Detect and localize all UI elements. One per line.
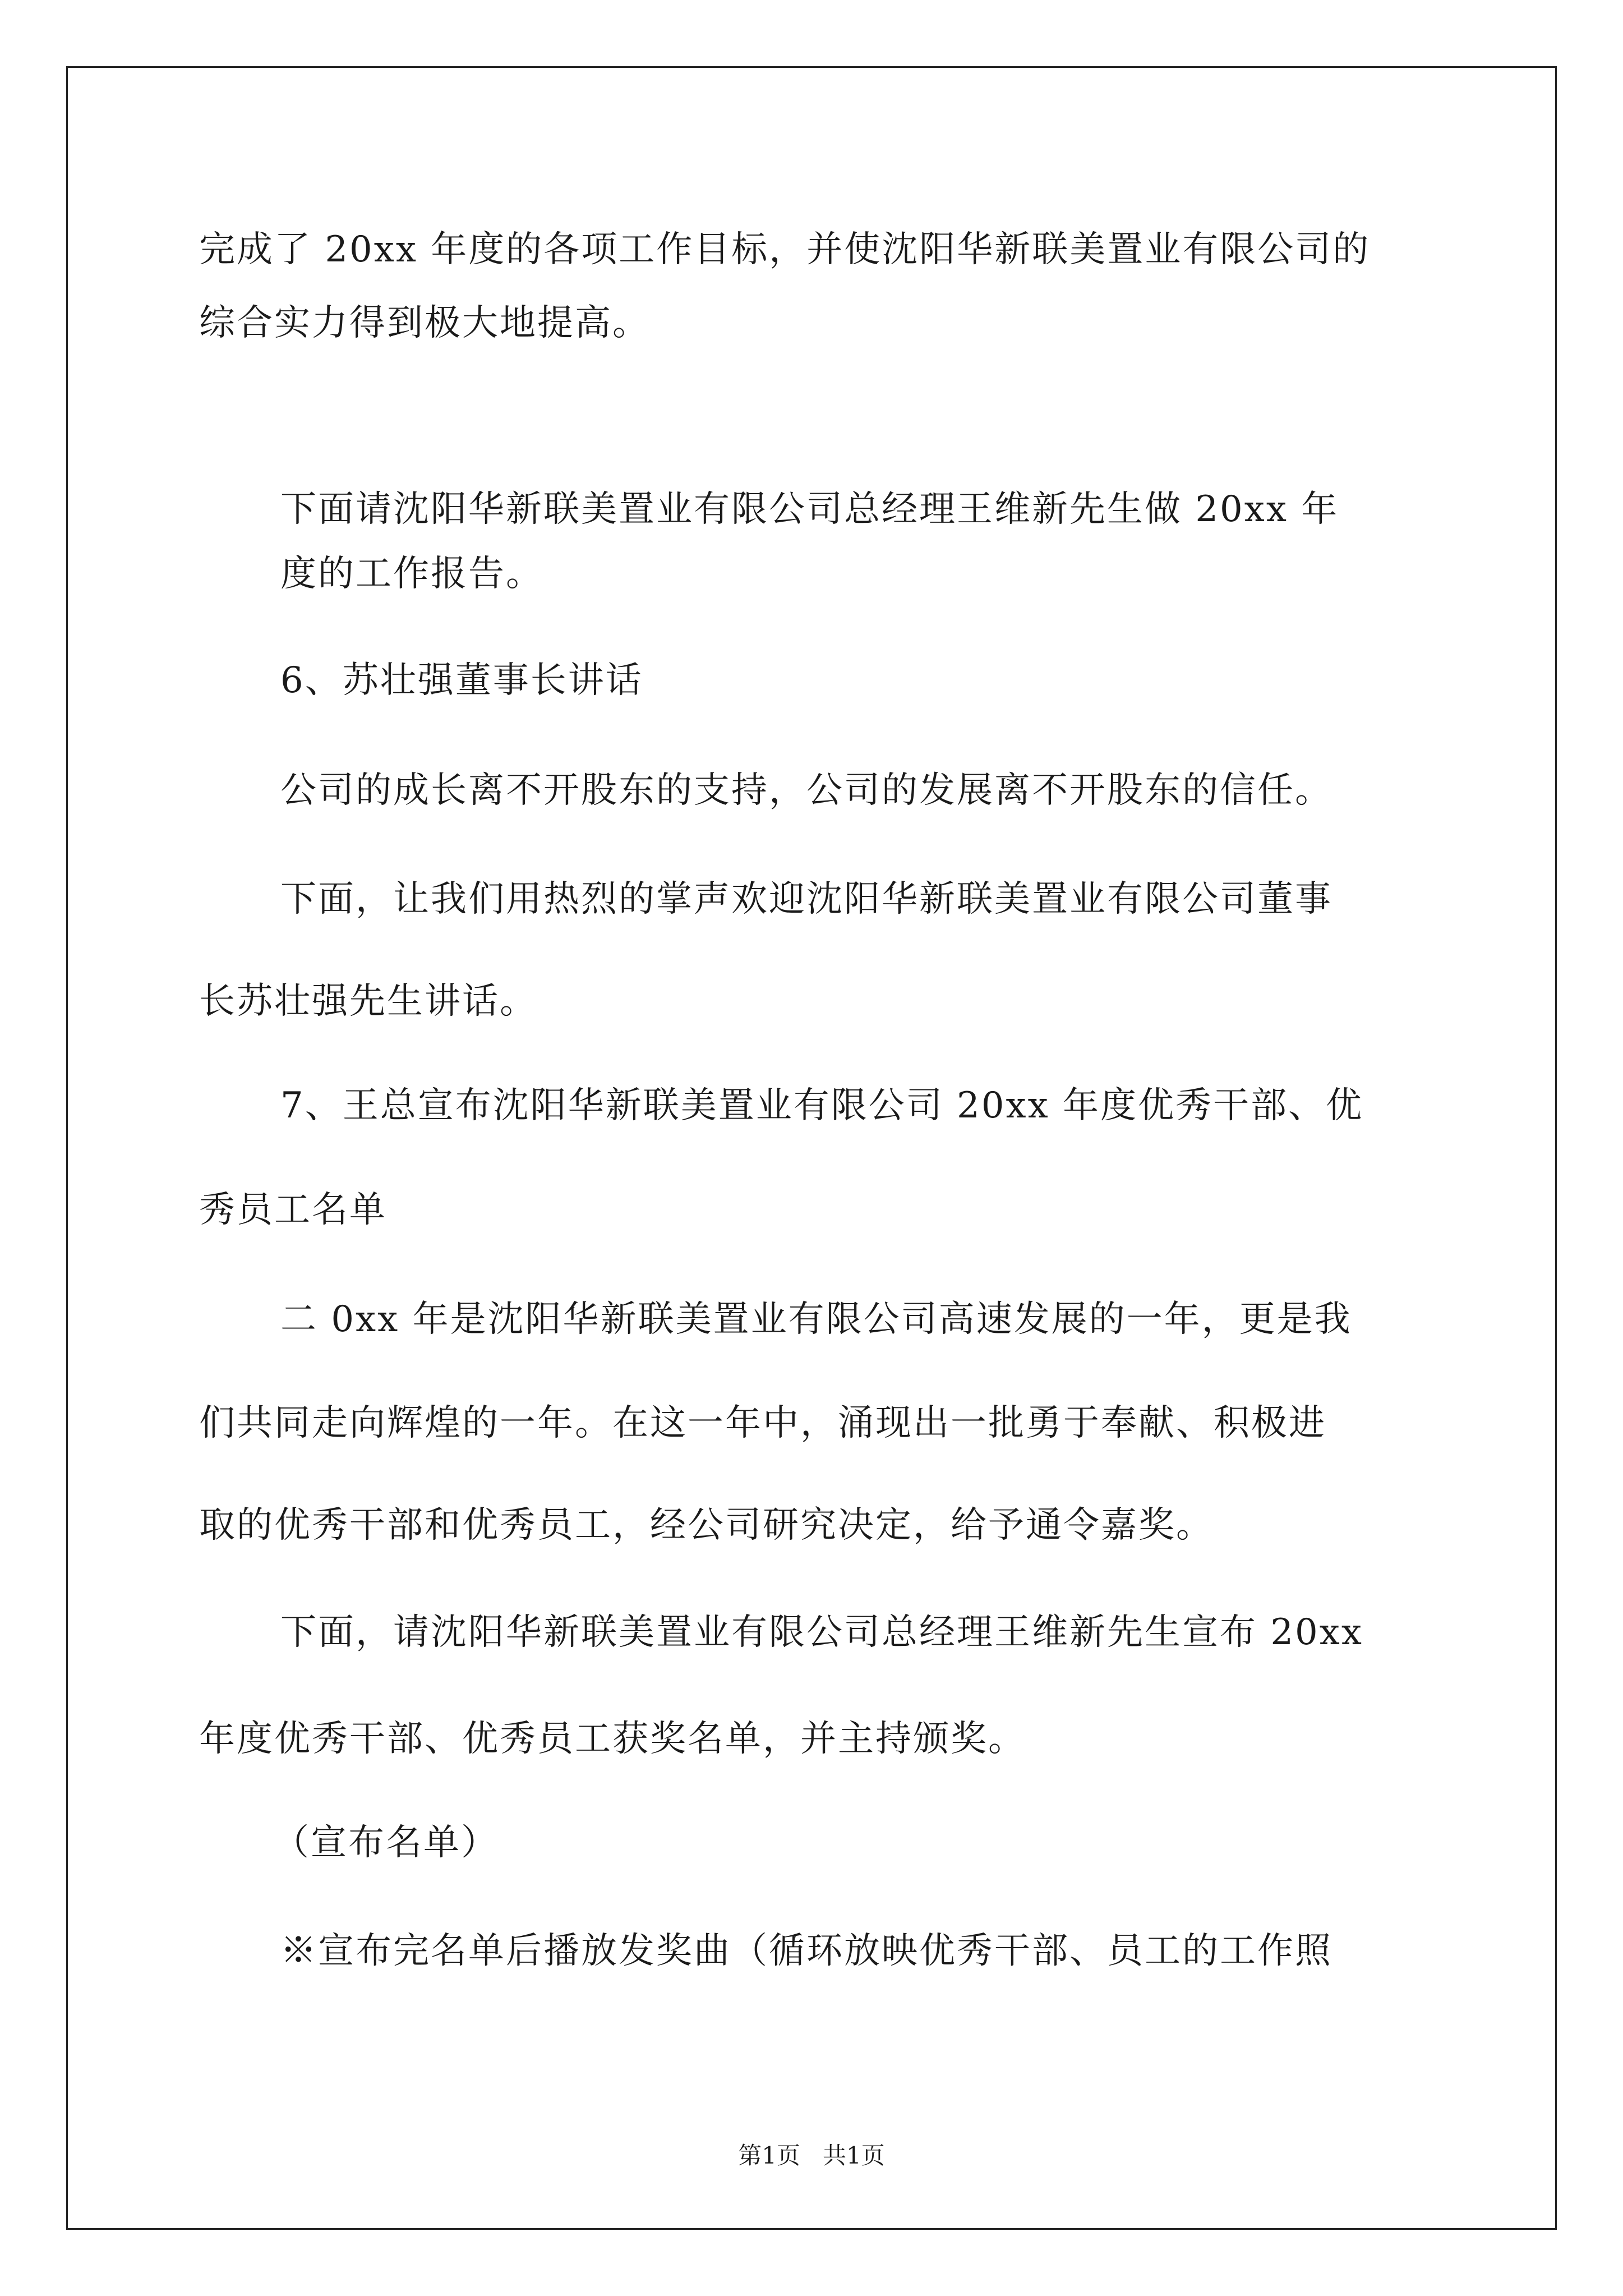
text-line: 秀员工名单 [199,1189,387,1231]
text-line: 下面，让我们用热烈的掌声欢迎沈阳华新联美置业有限公司董事 [280,878,1332,920]
text-line: 公司的成长离不开股东的支持，公司的发展离不开股东的信任。 [280,770,1332,811]
text-line: 7、王总宣布沈阳华新联美置业有限公司 20xx 年度优秀干部、优 [280,1085,1364,1126]
text-line: 6、苏壮强董事长讲话 [280,660,643,701]
text-line: 完成了 20xx 年度的各项工作目标，并使沈阳华新联美置业有限公司的 [199,229,1371,270]
page-border [66,66,1557,2230]
text-line: 取的优秀干部和优秀员工，经公司研究决定，给予通令嘉奖。 [199,1504,1214,1546]
text-line: 二 0xx 年是沈阳华新联美置业有限公司高速发展的一年，更是我 [280,1299,1352,1340]
text-line: ※宣布完名单后播放发奖曲（循环放映优秀干部、员工的工作照 [280,1930,1332,1972]
text-line: 们共同走向辉煌的一年。在这一年中，涌现出一批勇于奉献、积极进 [199,1402,1326,1444]
text-line: 度的工作报告。 [280,553,543,595]
text-line: 下面，请沈阳华新联美置业有限公司总经理王维新先生宣布 20xx [280,1612,1363,1653]
text-line: 长苏壮强先生讲话。 [199,981,537,1022]
text-line: 年度优秀干部、优秀员工获奖名单，并主持颁奖。 [199,1718,1026,1760]
text-line: （宣布名单） [273,1822,499,1864]
text-line: 综合实力得到极大地提高。 [199,302,650,344]
page-number: 第1页 共1页 [738,2142,885,2169]
text-line: 下面请沈阳华新联美置业有限公司总经理王维新先生做 20xx 年 [280,489,1339,530]
